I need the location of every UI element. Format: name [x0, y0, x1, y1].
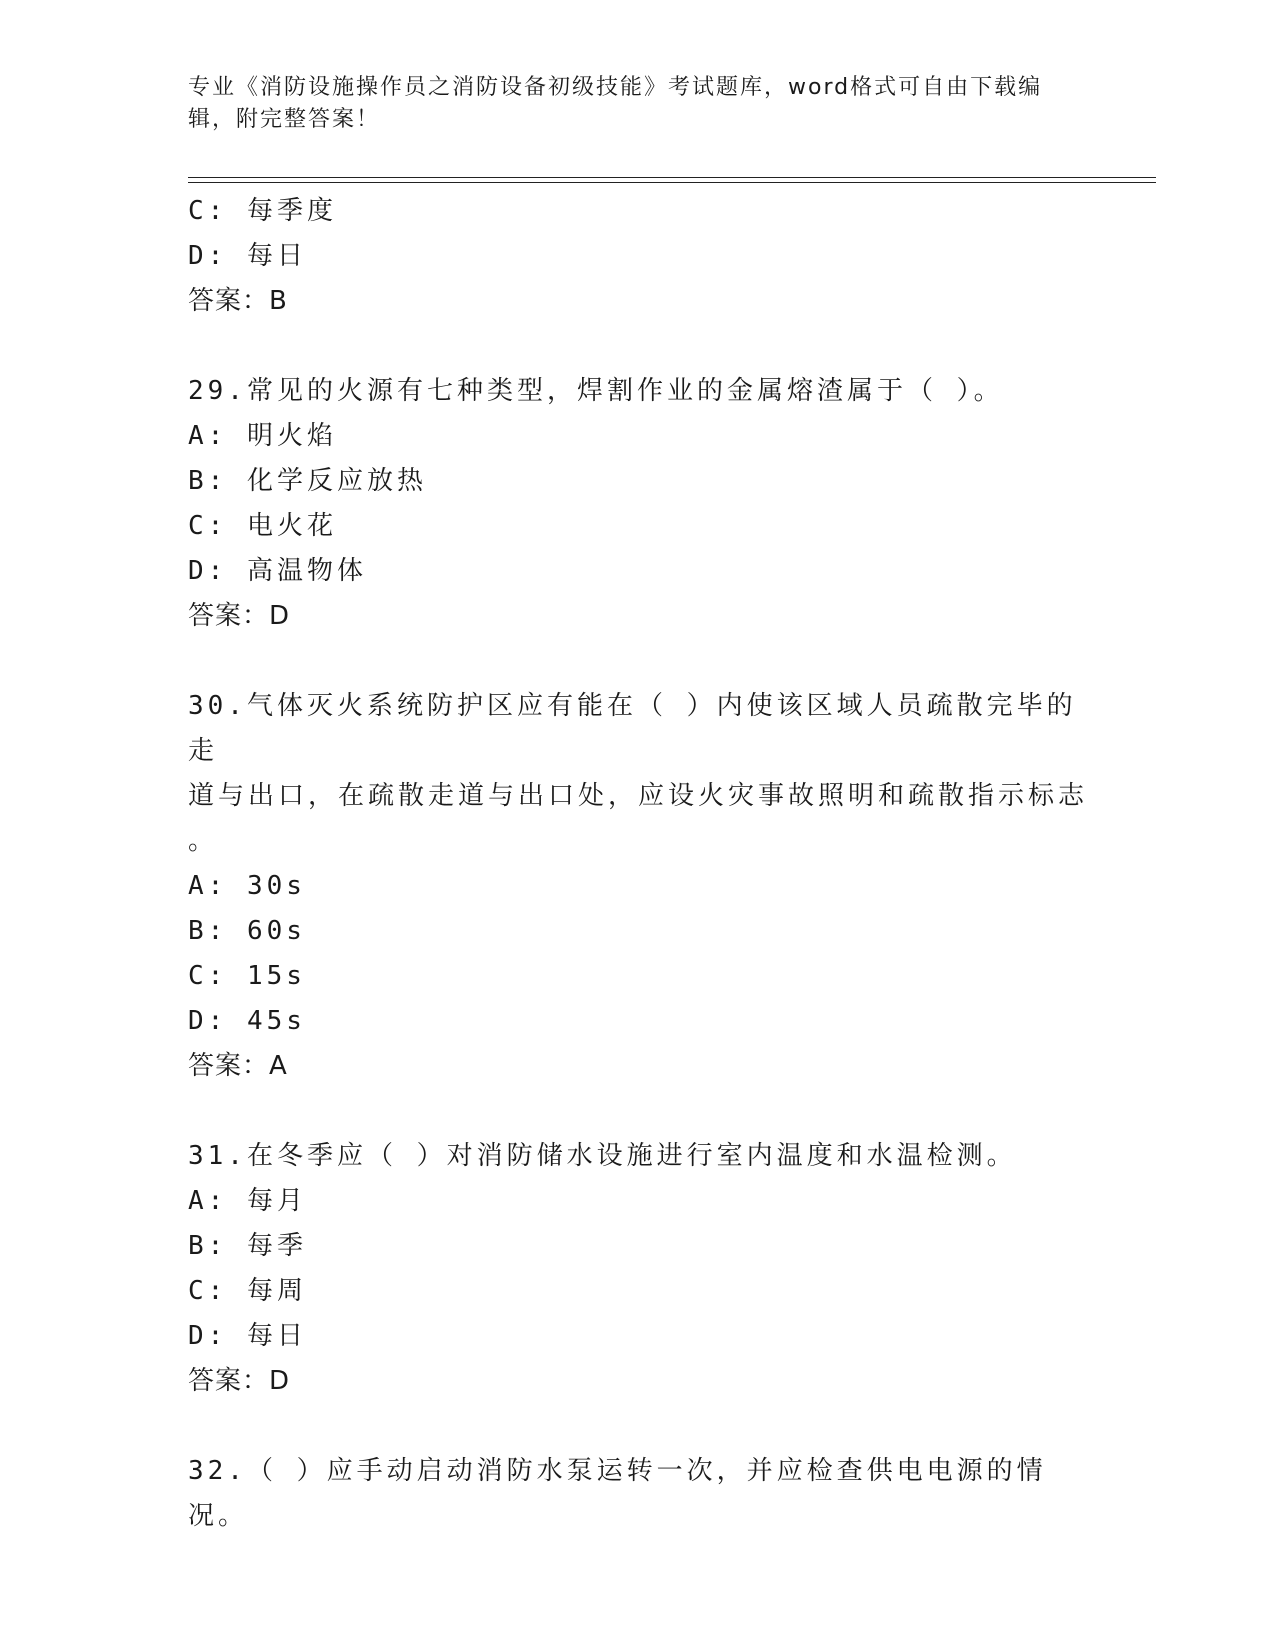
answer-label: 答案：A	[188, 1051, 288, 1081]
question-29-text: 29.常见的火源有七种类型，焊割作业的金属熔渣属于（ ）。	[188, 376, 1004, 406]
option-b: B: 化学反应放热	[188, 466, 427, 496]
question-32-text: 32.（ ）应手动启动消防水泵运转一次，并应检查供电电源的情况。	[188, 1456, 1047, 1531]
header-divider-top	[188, 177, 1156, 178]
option-c: C: 15s	[188, 961, 306, 991]
option-d: D: 高温物体	[188, 556, 367, 586]
option-a: A: 明火焰	[188, 421, 337, 451]
question-30-text: 30.气体灭火系统防护区应有能在（ ）内使该区域人员疏散完毕的走 道与出口，在疏散走道与出口处，应设火灾事故照明和疏散指示标志 。	[188, 691, 1089, 856]
header-divider-bottom	[188, 182, 1156, 183]
option-b: B: 每季	[188, 1231, 307, 1261]
question-list	[188, 189, 1088, 1539]
option-d: D: 45s	[188, 1006, 306, 1036]
answer-label: 答案：D	[188, 1366, 291, 1396]
option-c: C: 每季度	[188, 196, 337, 226]
option-c: C: 电火花	[188, 511, 337, 541]
question-31-text: 31.在冬季应（ ）对消防储水设施进行室内温度和水温检测。	[188, 1141, 1017, 1171]
answer-label: 答案：D	[188, 601, 291, 631]
option-c: C: 每周	[188, 1276, 307, 1306]
option-d: D: 每日	[188, 1321, 307, 1351]
document-header: 专业《消防设施操作员之消防设备初级技能》考试题库，word格式可自由下载编 辑，附完整答案！	[188, 75, 1043, 132]
option-d: D: 每日	[188, 241, 307, 271]
option-a: A: 30s	[188, 871, 306, 901]
answer-label: 答案：B	[188, 286, 288, 316]
option-b: B: 60s	[188, 916, 306, 946]
option-a: A: 每月	[188, 1186, 307, 1216]
